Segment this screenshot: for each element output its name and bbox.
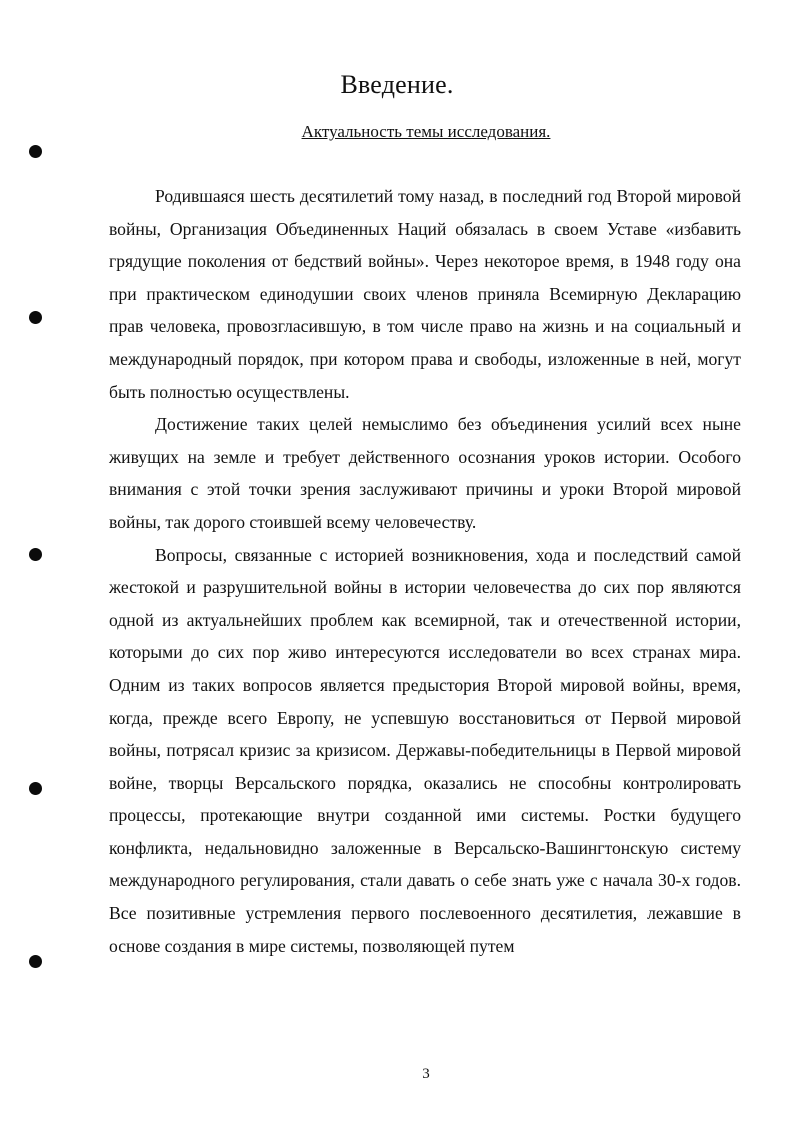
paragraph-1: Родившаяся шесть десятилетий тому назад, в последний год Второй мировой войны, Организация Объединенных Наций обязалась в своем Уставе «избавить грядущие поколения от бедствий войны». Через некоторое время, в 1948 году она при практическом единодушии своих членов приняла Всемирную Декларацию прав человека, провозгласившую, в том числе право на жизнь и на социальный и международный порядок, при котором права и свободы, изложенные в ней, могут быть полностью осуществлены. — [109, 186, 741, 402]
page-title: Введение. — [340, 70, 454, 99]
binding-hole-mark-1 — [29, 145, 42, 158]
binding-hole-mark-2 — [29, 311, 42, 324]
paragraph-3: Вопросы, связанные с историей возникновения, хода и последствий самой жестокой и разрушительной войны в истории человечества до сих пор являются одной из актуальнейших проблем как всемирной, так и отечественной истории, которыми до сих пор живо интересуются исследователи во всех странах мира. Одним из таких вопросов является предыстория Второй мировой войны, время, когда, прежде всего Европу, не успевшую восстановиться от Первой мировой войны, потрясал кризис за кризисом. Державы-победительницы в Первой мировой войне, творцы Версальского порядка, оказались не способны контролировать процессы, протекающие внутри созданной ими системы. Ростки будущего конфликта, недальновидно заложенные в Версальско-Вашингтонскую систему международного регулирования, стали давать о себе знать уже с начала 30-х годов. Все позитивные устремления первого послевоенного десятилетия, лежавшие в основе создания в мире системы, позволяющей путем — [109, 544, 741, 956]
body-text — [109, 180, 741, 962]
binding-hole-mark-4 — [29, 782, 42, 795]
binding-hole-mark-3 — [29, 548, 42, 561]
page-number: 3 — [422, 1066, 430, 1082]
paragraph-2: Достижение таких целей немыслимо без объединения усилий всех ныне живущих на земле и требует действенного осознания уроков истории. Особого внимания с этой точки зрения заслуживают причины и уроки Второй мировой войны, так дорого стоившей всему человечеству. — [109, 414, 741, 532]
binding-hole-mark-5 — [29, 955, 42, 968]
section-subtitle: Актуальность темы исследования. — [301, 122, 551, 141]
